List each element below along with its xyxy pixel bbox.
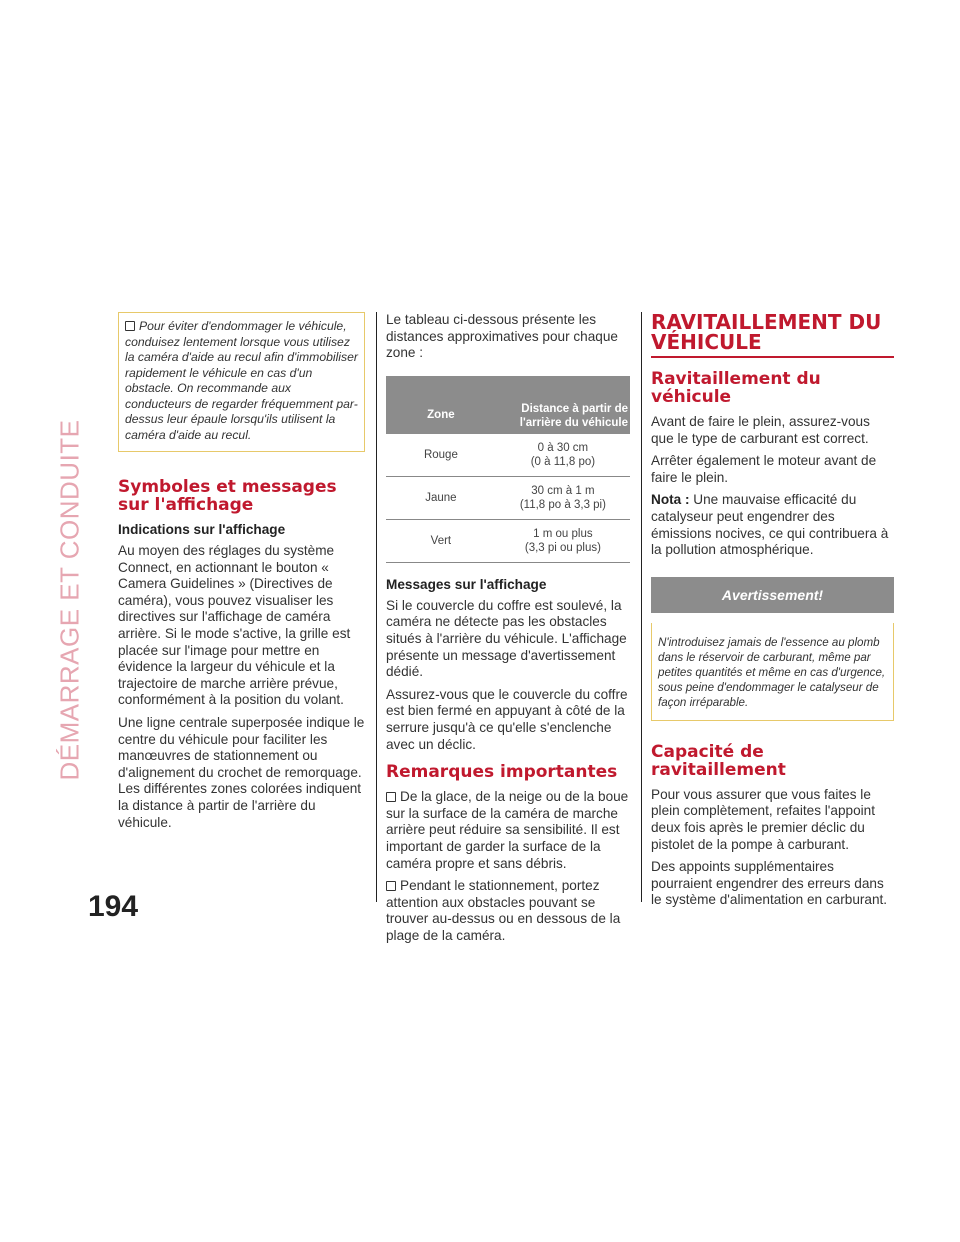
checkbox-bullet-icon — [125, 321, 135, 331]
checkbox-bullet-icon — [386, 881, 396, 891]
table-header-row — [386, 376, 630, 434]
caution-note-text: Pour éviter d'endommager le véhicule, conduisez lentement lorsque vous utilisez la caméra d'aide au recul afin d'immobiliser rapidement le véhicule en cas d'un obstacle. On recommande aux conducteurs de regarder fréquemment par-dessus leur épaule lorsqu'ils utilisent la caméra d'aide au recul. — [125, 319, 358, 442]
distance-table — [386, 376, 630, 563]
section-side-tab: DÉMARRAGE ET CONDUITE — [54, 419, 85, 781]
checkbox-bullet-icon — [386, 792, 396, 802]
bullet-item: De la glace, de la neige ou de la boue sur la surface de la caméra de marche arrière peut réduire sa sensibilité. Il est important de garder la surface de la caméra propre et sans débris. — [386, 789, 629, 871]
column-1 — [118, 312, 365, 837]
section-heading: Symboles et messages sur l'affichage — [118, 477, 337, 515]
column-divider — [641, 312, 642, 902]
page-number: 194 — [88, 890, 139, 923]
chapter-heading: RAVITAILLEMENT DU VÉHICULE — [651, 312, 894, 358]
nota-label: Nota : — [651, 492, 690, 508]
warning-text: N'introduisez jamais de l'essence au plomb dans le réservoir de carburant, même par petites quantités et même en cas d'urgence, sous peine d'endommager le catalyseur de façon irréparable. — [651, 623, 894, 721]
paragraph: Au moyen des réglages du système Connect, en actionnant le bouton « Camera Guidelines » (Directives de caméra), vous pouvez visualiser les directives sur l'affichage de caméra arrière. Si le mode s'active, la grille est placée sur l'image pour mettre en évidence la largeur du véhicule et la trajectoire de marche arrière prévue, conformément à la position du volant. — [118, 543, 351, 708]
bullet-item: Pendant le stationnement, portez attention aux obstacles pouvant se trouver au-dessus ou en dessous de la plage de la caméra. — [386, 878, 621, 943]
caution-note — [118, 312, 365, 452]
table-cell-distance: 0 à 30 cm (0 à 11,8 po) — [496, 434, 630, 477]
table-header-distance: Distance à partir de l'arrière du véhicule — [496, 376, 630, 434]
column-divider — [376, 312, 377, 902]
column-2 — [386, 312, 630, 950]
table-row — [386, 434, 630, 477]
paragraph: Le tableau ci-dessous présente les distances approximatives pour chaque zone : — [386, 312, 618, 361]
paragraph: Une ligne centrale superposée indique le centre du véhicule pour faciliter les manœuvres de stationnement ou d'alignement du crochet de remorquage. Les différentes zones colorées indiquent la distance à partir de l'arrière du véhicule. — [118, 714, 365, 830]
paragraph: Assurez-vous que le couvercle du coffre est bien fermé en appuyant à côté de la serrure jusqu'à ce qu'elle s'enclenche avec un déclic. — [386, 686, 628, 752]
table-row — [386, 519, 630, 562]
table-cell-distance: 30 cm à 1 m (11,8 po à 3,3 pi) — [496, 476, 630, 519]
table-row — [386, 476, 630, 519]
section-heading: Capacité de ravitaillement — [651, 741, 786, 780]
subsection-heading: Indications sur l'affichage — [118, 522, 286, 537]
table-cell-zone: Vert — [386, 519, 496, 562]
column-3 — [651, 312, 894, 915]
paragraph: Si le couvercle du coffre est soulevé, la caméra ne détecte pas les obstacles situés à l'arrière du véhicule. L'affichage présente un message d'avertissement dédié. — [386, 597, 627, 680]
table-cell-distance: 1 m ou plus (3,3 pi ou plus) — [496, 519, 630, 562]
nota-paragraph: Nota : Une mauvaise efficacité du catalyseur peut engendrer des émissions nocives, ce qui contribuera à la pollution atmosphérique. — [651, 492, 889, 558]
table-header-zone: Zone — [386, 376, 496, 434]
paragraph: Des appoints supplémentaires pourraient engendrer des erreurs dans le système d'alimentation en carburant. — [651, 859, 888, 908]
section-heading: Ravitaillement du véhicule — [651, 369, 821, 407]
paragraph: Arrêter également le moteur avant de faire le plein. — [651, 453, 877, 485]
subsection-heading: Messages sur l'affichage — [386, 576, 547, 592]
table-cell-zone: Jaune — [386, 476, 496, 519]
paragraph: Pour vous assurer que vous faites le plein complètement, refaites l'appoint deux fois après le premier déclic du pistolet de la pompe à carburant. — [651, 786, 875, 852]
section-heading: Remarques importantes — [386, 762, 618, 783]
paragraph: Avant de faire le plein, assurez-vous que le type de carburant est correct. — [651, 414, 870, 446]
table-cell-zone: Rouge — [386, 434, 496, 477]
warning-title: Avertissement! — [651, 577, 894, 613]
